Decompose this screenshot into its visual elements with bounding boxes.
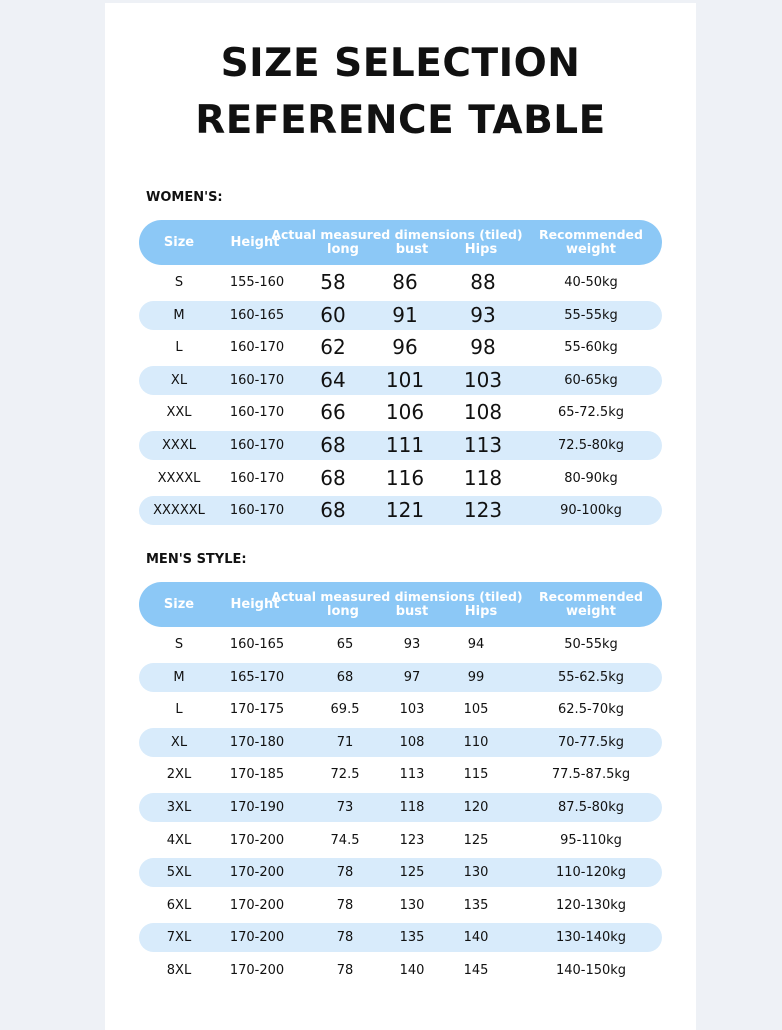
table-row [139,398,662,427]
table-row [139,464,662,493]
cell-hips: 108 [463,400,503,425]
cell-bust: 101 [385,367,425,392]
cell-height: 165-170 [229,669,285,685]
header-long: long [327,604,359,619]
cell-hips: 98 [470,335,496,360]
cell-size: XXXL [162,438,196,453]
cell-bust: 140 [399,963,425,978]
cell-hips: 118 [463,465,503,490]
table-row [139,695,662,724]
header-long: long [327,242,359,257]
cell-bust: 91 [392,302,418,327]
cell-hips: 93 [470,302,496,327]
header-actual: Actual measured dimensions (tiled) [271,589,523,604]
cell-long: 58 [320,270,346,294]
cell-hips: 115 [463,767,489,783]
cell-long: 68 [320,465,346,490]
cell-long: 65 [336,637,354,652]
page-title-line-2: REFERENCE TABLE [195,98,606,143]
cell-hips: 110 [463,734,489,750]
cell-bust: 93 [403,637,421,652]
page-title-line-1: SIZE SELECTION [220,41,581,86]
table-row [139,630,662,659]
cell-weight: 55-55kg [564,307,618,323]
cell-size: L [175,702,183,718]
cell-size: XL [170,734,188,750]
cell-weight: 60-65kg [564,372,618,388]
cell-hips: 103 [463,367,503,392]
cell-bust: 125 [399,865,425,881]
cell-weight: 62.5-70kg [558,702,624,718]
cell-height: 170-180 [229,734,285,750]
header-height: Height [230,235,280,250]
cell-height: 170-200 [229,897,285,913]
cell-hips: 130 [463,865,489,881]
cell-bust: 97 [403,669,421,685]
cell-height: 160-165 [229,637,285,652]
cell-long: 62 [320,335,346,360]
cell-bust: 96 [392,335,418,360]
cell-bust: 116 [385,465,425,490]
cell-height: 170-200 [229,832,285,848]
cell-size: S [174,275,184,290]
cell-hips: 123 [463,498,503,523]
cell-size: M [173,669,185,685]
cell-hips: 113 [463,433,503,457]
header-size: Size [163,235,195,250]
cell-bust: 103 [399,702,425,718]
cell-long: 78 [336,963,354,978]
cell-long: 68 [336,669,354,685]
header-recommended: Recommended [539,227,643,242]
cell-long: 74.5 [330,832,360,848]
cell-hips: 99 [467,669,485,685]
cell-bust: 108 [399,734,425,750]
cell-height: 160-170 [229,340,285,356]
cell-hips: 140 [463,930,489,946]
cell-size: XL [170,372,188,388]
table-row [139,333,662,362]
cell-long: 78 [336,930,354,946]
cell-long: 71 [336,734,354,750]
cell-size: 6XL [166,897,192,913]
cell-hips: 120 [463,800,489,815]
cell-bust: 86 [392,270,418,294]
table-row [139,496,662,525]
cell-hips: 94 [467,637,485,652]
cell-weight: 77.5-87.5kg [551,767,631,783]
women-section-label: WOMEN'S: [146,190,223,205]
cell-hips: 105 [463,702,489,718]
header-size: Size [163,597,195,612]
cell-height: 170-190 [229,800,285,815]
size-chart-card [105,3,696,1030]
table-row [139,663,662,692]
cell-weight: 120-130kg [555,897,627,913]
cell-long: 78 [336,865,354,881]
cell-weight: 130-140kg [555,930,627,946]
cell-long: 60 [320,302,346,327]
cell-bust: 135 [399,930,425,946]
cell-size: S [174,637,184,652]
cell-hips: 125 [463,832,489,848]
men-section-label: MEN'S STYLE: [146,552,247,567]
header-weight: weight [565,242,617,257]
cell-size: 5XL [166,865,192,881]
table-row [139,891,662,920]
cell-size: 4XL [166,832,192,848]
cell-long: 73 [336,800,354,815]
cell-weight: 87.5-80kg [558,800,624,815]
cell-weight: 80-90kg [564,470,618,486]
table-row [139,760,662,789]
women-table-header [139,220,662,265]
cell-long: 69.5 [330,702,360,718]
cell-bust: 130 [399,897,425,913]
cell-weight: 40-50kg [564,275,618,290]
cell-hips: 135 [463,897,489,913]
cell-long: 66 [320,400,346,425]
table-row [139,366,662,395]
header-recommended: Recommended [539,589,643,604]
cell-bust: 121 [385,498,425,523]
cell-weight: 55-62.5kg [558,669,624,685]
header-bust: bust [395,604,429,619]
cell-weight: 50-55kg [564,637,618,652]
cell-height: 160-170 [229,438,285,453]
cell-size: L [175,340,183,356]
cell-bust: 123 [399,832,425,848]
cell-height: 160-170 [229,470,285,486]
cell-weight: 65-72.5kg [558,405,624,421]
cell-long: 72.5 [330,767,360,783]
cell-size: 7XL [166,930,192,946]
cell-height: 170-200 [229,865,285,881]
cell-height: 170-185 [229,767,285,783]
cell-weight: 70-77.5kg [558,734,624,750]
cell-long: 78 [336,897,354,913]
cell-bust: 111 [385,433,425,457]
table-row [139,956,662,985]
cell-size: XXL [166,405,192,421]
table-row [139,728,662,757]
cell-long: 68 [320,433,346,457]
cell-weight: 55-60kg [564,340,618,356]
cell-weight: 95-110kg [560,832,622,848]
cell-long: 64 [320,367,346,392]
header-bust: bust [395,242,429,257]
header-height: Height [230,597,280,612]
header-weight: weight [565,604,617,619]
cell-bust: 106 [385,400,425,425]
cell-weight: 90-100kg [560,503,622,519]
cell-height: 170-200 [229,930,285,946]
cell-size: XXXXXL [153,503,205,519]
table-row [139,923,662,952]
men-table-header [139,582,662,627]
table-row [139,431,662,460]
cell-hips: 145 [463,963,489,978]
cell-height: 155-160 [229,275,285,290]
table-row [139,793,662,822]
cell-height: 170-200 [229,963,285,978]
cell-hips: 88 [470,270,496,294]
cell-long: 68 [320,498,346,523]
table-row [139,301,662,330]
cell-bust: 113 [399,767,425,783]
header-hips: Hips [464,604,498,619]
cell-height: 170-175 [229,702,285,718]
table-row [139,858,662,887]
cell-weight: 140-150kg [555,963,627,978]
cell-height: 160-165 [229,307,285,323]
cell-size: M [173,307,185,323]
cell-height: 160-170 [229,372,285,388]
cell-height: 160-170 [229,503,285,519]
cell-weight: 72.5-80kg [558,438,624,453]
table-row [139,826,662,855]
cell-size: 2XL [166,767,192,783]
cell-height: 160-170 [229,405,285,421]
header-hips: Hips [464,242,498,257]
cell-bust: 118 [399,800,425,815]
cell-size: 3XL [166,800,192,815]
table-row [139,268,662,297]
cell-weight: 110-120kg [555,865,627,881]
header-actual: Actual measured dimensions (tiled) [271,227,523,242]
cell-size: XXXXL [157,470,201,486]
cell-size: 8XL [166,963,192,978]
